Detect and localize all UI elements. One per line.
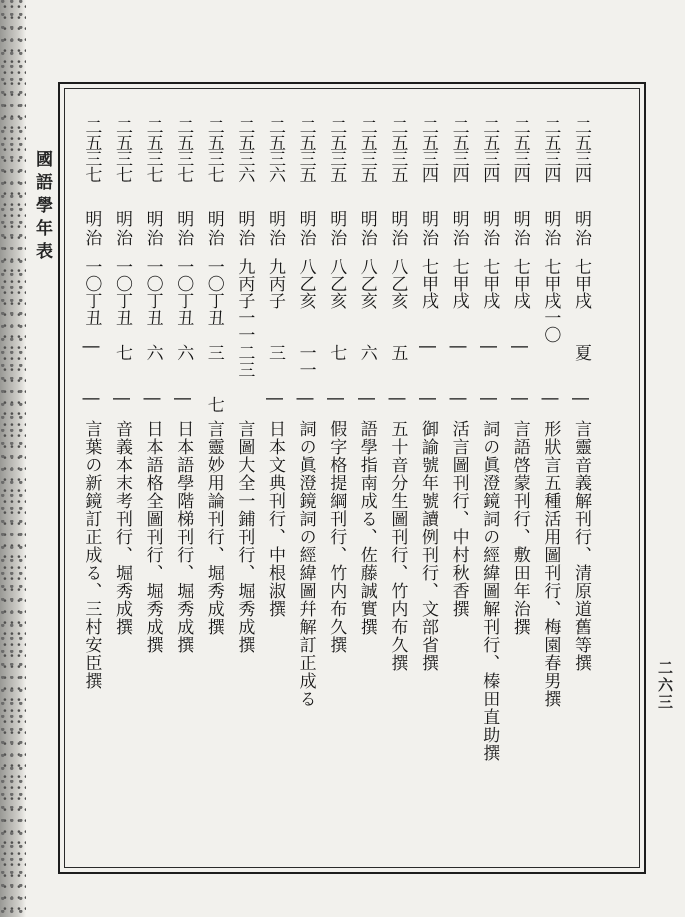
era-year: 七甲戌一〇 (540, 258, 561, 343)
event-text: 御諭號年號讀例刊行、文部省撰 (418, 420, 438, 672)
binding-edge (0, 0, 26, 917)
table-row (199, 118, 229, 818)
imperial-year: 二五三六 (265, 118, 285, 182)
era-name: 明治 (265, 210, 285, 248)
imperial-year: 二五三五 (356, 118, 377, 182)
month: 二三 (234, 344, 255, 378)
imperial-year: 二五三七 (81, 118, 102, 182)
day: | (265, 396, 285, 402)
month: 七 (112, 344, 132, 361)
era-year: 七甲戌 (448, 258, 469, 309)
imperial-year: 二五三七 (142, 118, 163, 182)
era-name: 明治 (81, 210, 102, 248)
table-row (566, 118, 596, 818)
table-row (352, 118, 382, 818)
day: | (540, 396, 561, 402)
day: | (448, 396, 469, 402)
era-year: 八乙亥 (326, 258, 347, 309)
imperial-year: 二五三四 (479, 118, 500, 182)
era-year: 八乙亥 (387, 258, 408, 309)
table-row (107, 118, 137, 818)
imperial-year: 二五三五 (387, 118, 408, 182)
day: | (571, 396, 591, 402)
event-text: 語學指南成る、佐藤誠實撰 (356, 420, 377, 636)
imperial-year: 二五三七 (203, 118, 224, 182)
running-title: 國語學年表 (32, 150, 52, 265)
event-text: 言圖大全一鋪刊行、堀秀成撰 (234, 420, 255, 654)
imperial-year: 二五三四 (509, 118, 530, 182)
era-name: 明治 (326, 210, 347, 248)
era-name: 明治 (540, 210, 561, 248)
table-row (382, 118, 412, 818)
event-text: 日本語學階梯刊行、堀秀成撰 (173, 420, 194, 654)
day: | (112, 396, 132, 402)
event-text: 言靈音義解刊行、清原道舊等撰 (571, 420, 591, 672)
table-row (474, 118, 504, 818)
month: 六 (142, 344, 163, 361)
era-year: 一〇丁丑 (142, 258, 163, 326)
table-row (76, 118, 106, 818)
era-name: 明治 (418, 210, 438, 248)
event-text: 詞の眞澄鏡詞の經緯圖幷解訂正成る (295, 420, 316, 708)
era-name: 明治 (479, 210, 500, 248)
day: | (387, 396, 408, 402)
imperial-year: 二五三四 (540, 118, 561, 182)
era-name: 明治 (448, 210, 469, 248)
event-text: 日本語格全圖刊行、堀秀成撰 (142, 420, 163, 654)
month: 一一 (295, 344, 316, 378)
imperial-year: 二五三五 (326, 118, 347, 182)
event-text: 詞の眞澄鏡詞の經緯圖解刊行、榛田直助撰 (479, 420, 500, 762)
era-year: 一〇丁丑 (81, 258, 102, 326)
imperial-year: 二五三四 (418, 118, 438, 182)
imperial-year: 二五三四 (448, 118, 469, 182)
era-name: 明治 (571, 210, 591, 248)
era-name: 明治 (112, 210, 132, 248)
event-text: 言靈妙用論刊行、堀秀成撰 (203, 420, 224, 636)
day: | (356, 396, 377, 402)
chronology-table (66, 118, 596, 818)
era-year: 七甲戌 (571, 258, 591, 309)
event-text: 假字格提綱刊行、竹内布久撰 (326, 420, 347, 654)
day: | (509, 396, 530, 402)
era-name: 明治 (142, 210, 163, 248)
month: 三 (265, 344, 285, 361)
event-text: 音義本末考刊行、堀秀成撰 (112, 420, 132, 636)
event-text: 言語啓蒙刊行、敷田年治撰 (509, 420, 530, 636)
page-number: 二六三 (656, 660, 674, 711)
era-year: 八乙亥 (356, 258, 377, 309)
era-year: 九丙子 (265, 258, 285, 309)
era-year: 八乙亥 (295, 258, 316, 309)
day: | (479, 396, 500, 402)
day: | (142, 396, 163, 402)
table-row (138, 118, 168, 818)
era-year: 七甲戌 (479, 258, 500, 309)
table-row (168, 118, 198, 818)
day: | (418, 396, 438, 402)
day: | (81, 396, 102, 402)
imperial-year: 二五三七 (112, 118, 132, 182)
month: 六 (356, 344, 377, 361)
era-name: 明治 (203, 210, 224, 248)
month: | (509, 344, 530, 350)
imperial-year: 二五三六 (234, 118, 255, 182)
era-name: 明治 (295, 210, 316, 248)
month: 六 (173, 344, 194, 361)
era-name: 明治 (173, 210, 194, 248)
table-row (505, 118, 535, 818)
event-text: 五十音分生圖刊行、竹内布久撰 (387, 420, 408, 672)
day: 七 (203, 396, 224, 413)
era-year: 七甲戌 (509, 258, 530, 309)
table-row (321, 118, 351, 818)
era-name: 明治 (356, 210, 377, 248)
era-year: 一〇丁丑 (203, 258, 224, 326)
era-name: 明治 (509, 210, 530, 248)
table-row (535, 118, 565, 818)
day: | (326, 396, 347, 402)
day: | (173, 396, 194, 402)
month: | (448, 344, 469, 350)
table-row (444, 118, 474, 818)
event-text: 形狀言五種活用圖刊行、梅園春男撰 (540, 420, 561, 708)
era-year: 一〇丁丑 (173, 258, 194, 326)
event-text: 活言圖刊行、中村秋香撰 (448, 420, 469, 618)
imperial-year: 二五三四 (571, 118, 591, 182)
imperial-year: 二五三五 (295, 118, 316, 182)
month: | (81, 344, 102, 350)
table-row (229, 118, 259, 818)
table-row (413, 118, 443, 818)
month: 五 (387, 344, 408, 361)
month: | (479, 344, 500, 350)
era-year: 九丙子一一 (234, 258, 255, 343)
era-name: 明治 (387, 210, 408, 248)
era-year: 一〇丁丑 (112, 258, 132, 326)
imperial-year: 二五三七 (173, 118, 194, 182)
day: | (295, 396, 316, 402)
month: | (418, 344, 438, 350)
table-row (260, 118, 290, 818)
table-row (291, 118, 321, 818)
era-name: 明治 (234, 210, 255, 248)
event-text: 日本文典刊行、中根淑撰 (265, 420, 285, 618)
month: 夏 (571, 344, 591, 361)
month: 三 (203, 344, 224, 361)
event-text: 言葉の新鏡訂正成る、三村安臣撰 (81, 420, 102, 690)
era-year: 七甲戌 (418, 258, 438, 309)
month: 七 (326, 344, 347, 361)
